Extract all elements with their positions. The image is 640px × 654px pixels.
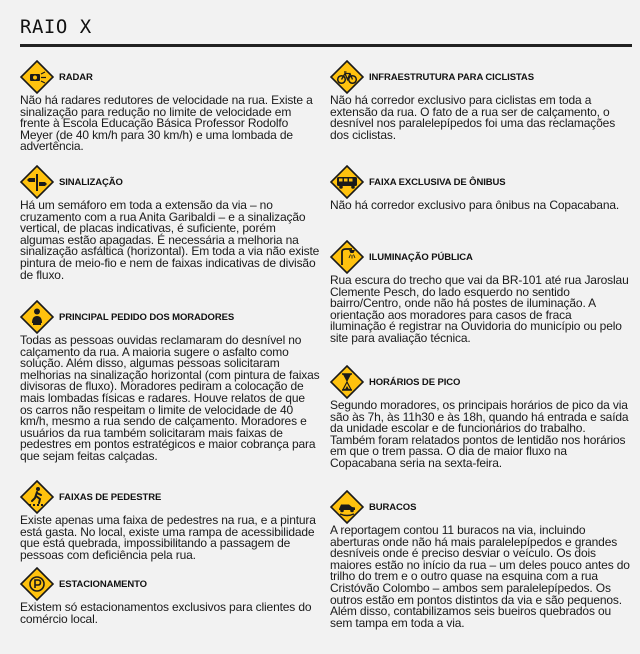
item-faixas-pedestre bbox=[20, 480, 320, 561]
item-text: Segundo moradores, os principais horários de pico da via são às 7h, às 11h30 e às 18h, quando há entrada e saída da unidade escolar e de funcionários do trabalho. Também foram relatados pontos de lentidão nos horários em que o trem passa. O dia de maior fluxo na Copacabana seria na sexta-feira. bbox=[330, 398, 629, 470]
item-title: FAIXAS DE PEDESTRE bbox=[59, 491, 162, 503]
item-sinalizacao bbox=[20, 165, 320, 281]
street-light-icon bbox=[330, 240, 364, 274]
item-text: A reportagem contou 11 buracos na via, incluindo aberturas onde não há mais paralelepípedos e grandes desníveis onde é preciso desviar o veículo. Os dois maiores estão no início da rua – um deles pouco antes do trilho do trem e o outro quase na esquina com a rua Cristóvão Colombo – ambos sem paralelepípedos. Os outros estão em pontos distintos da via e são pequenos. Além disso, contabilizamos seis bueiros quebrados ou sem tampa em toda a via. bbox=[330, 523, 630, 630]
bicycle-icon bbox=[330, 60, 364, 94]
item-title: SINALIZAÇÃO bbox=[59, 176, 123, 188]
item-text: Não há radares redutores de velocidade na rua. Existe a sinalização para redução no limite de velocidade em frente à Escola Educação Básica Professor Rodolfo Meyer (de 40 km/h para 30 km/h) e uma lombada de advertência. bbox=[20, 93, 313, 154]
item-text: Há um semáforo em toda a extensão da via – no cruzamento com a rua Anita Garibaldi – e a sinalização vertical, de placas indicativas, é suficiente, porém algumas estão apagadas. É necessária a melhoria na sinalização asfáltica (horizontal). Em toda a via não existe pintura de meio-fio e nem de faixas indicativas de divisão de fluxo. bbox=[20, 198, 320, 282]
pedestrian-crossing-icon bbox=[20, 480, 54, 514]
parking-icon bbox=[20, 567, 54, 601]
item-title: FAIXA EXCLUSIVA DE ÔNIBUS bbox=[369, 176, 506, 188]
item-text: Não há corredor exclusivo para ciclistas em toda a extensão da rua. O fato de a rua ser de calçamento, o desnível nos paralelepípedos foi uma das reclamações dos ciclistas. bbox=[330, 93, 616, 142]
item-text: Rua escura do trecho que vai da BR-101 até rua Jaroslau Clemente Pesch, do lado esquerdo no sentido bairro/Centro, onde não há postes de iluminação. A orientação aos moradores para casos de fraca iluminação é registrar na Ouvidoria do município ou pelo site para avaliação técnica. bbox=[330, 273, 629, 345]
hourglass-icon bbox=[330, 365, 364, 399]
item-title: RADAR bbox=[59, 71, 93, 83]
item-text: Todas as pessoas ouvidas reclamaram do desnível no calçamento da rua. A maioria sugere o asfalto como solução. Além disso, algumas pessoas solicitaram melhorias na sinalização horizontal (com pintura de faixas divisoras de fluxo). Moradores pediram a colocação de mais lombadas físicas e radares. Houve relatos de que os carros não respeitam o limite de velocidade de 40 km/h, mesmo a rua sendo de calçamento. Moradores e usuários da rua também solicitaram mais faixas de pedestres em pontos estratégicos e maior cobrança para que sejam feitas calçadas. bbox=[20, 333, 320, 463]
traffic-sign-icon bbox=[20, 165, 54, 199]
item-estacionamento bbox=[20, 567, 320, 625]
item-title: BURACOS bbox=[369, 501, 417, 513]
item-horarios-pico bbox=[330, 365, 630, 470]
pothole-car-icon bbox=[330, 490, 364, 524]
item-text: Existem só estacionamentos exclusivos para clientes do comércio local. bbox=[20, 600, 312, 626]
item-buracos bbox=[330, 490, 630, 629]
item-title: ESTACIONAMENTO bbox=[59, 578, 147, 590]
item-text: Não há corredor exclusivo para ônibus na Copacabana. bbox=[330, 198, 620, 212]
radar-camera-icon bbox=[20, 60, 54, 94]
item-text: Existe apenas uma faixa de pedestres na rua, e a pintura está gasta. No local, existe uma rampa de acessibilidade que está quebrada, impossibilitando a passagem de pessoas com deficiência pela rua. bbox=[20, 513, 316, 562]
item-onibus bbox=[330, 165, 630, 212]
item-title: ILUMINAÇÃO PÚBLICA bbox=[369, 251, 473, 263]
header bbox=[20, 14, 632, 47]
item-title: HORÁRIOS DE PICO bbox=[369, 376, 461, 388]
item-radar bbox=[20, 60, 320, 153]
item-title: INFRAESTRUTURA PARA CICLISTAS bbox=[369, 71, 534, 83]
item-iluminacao bbox=[330, 240, 630, 345]
item-ciclistas bbox=[330, 60, 630, 141]
residents-icon bbox=[20, 300, 54, 334]
item-pedido-moradores bbox=[20, 300, 320, 463]
item-title: PRINCIPAL PEDIDO DOS MORADORES bbox=[59, 311, 235, 323]
bus-icon bbox=[330, 165, 364, 199]
page-title: RAIO X bbox=[20, 16, 92, 38]
